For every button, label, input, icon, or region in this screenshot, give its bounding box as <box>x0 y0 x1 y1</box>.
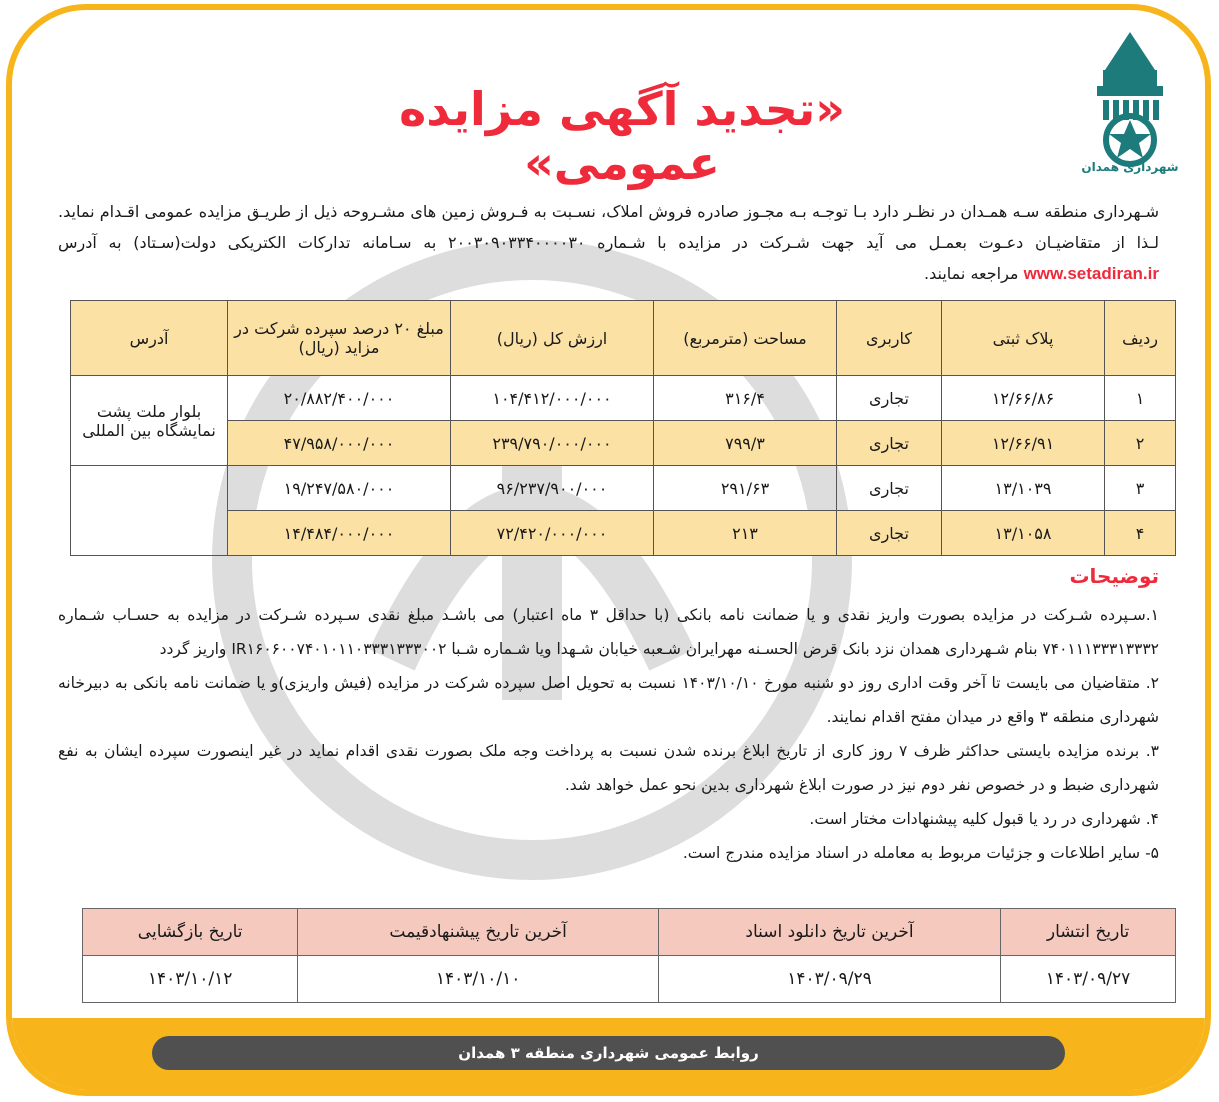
cell-plate: ۱۳/۱۰۵۸ <box>942 511 1105 556</box>
cell-row-number: ۱ <box>1105 376 1176 421</box>
note-item: ۲. متقاضیان می بایست تا آخر وقت اداری روز دو شنبه مورخ ۱۴۰۳/۱۰/۱۰ نسبت به تحویل اصل سپرده شرکت در مزایده (فیش واریزی)و یا ضمانت نامه بانکی به دبیرخانه شهرداری منطقه ۳ واقع در میدان مفتح اقدام نمایند. <box>58 674 1159 726</box>
cell-address-empty <box>71 466 228 556</box>
cell-address: بلوار ملت پشت نمایشگاه بین المللی <box>71 376 228 466</box>
cell-plate: ۱۳/۱۰۳۹ <box>942 466 1105 511</box>
footer-label: روابط عمومی شهرداری منطقه ۳ همدان <box>152 1036 1065 1070</box>
cell-total-value: ۱۰۴/۴۱۲/۰۰۰/۰۰۰ <box>451 376 654 421</box>
cell-row-number: ۲ <box>1105 421 1176 466</box>
col-header-publish-date: تاریخ انتشار <box>1001 909 1176 956</box>
col-header-area: مساحت (مترمربع) <box>654 301 837 376</box>
notes-list <box>58 598 1159 870</box>
table-row <box>71 421 1176 466</box>
col-header-opening-date: تاریخ بازگشایی <box>83 909 298 956</box>
cell-opening-date: ۱۴۰۳/۱۰/۱۲ <box>83 956 298 1003</box>
dates-header-row <box>83 909 1176 956</box>
col-header-address: آدرس <box>71 301 228 376</box>
cell-deposit: ۲۰/۸۸۲/۴۰۰/۰۰۰ <box>228 376 451 421</box>
note-item: ۵- سایر اطلاعات و جزئیات مربوط به معامله در اسناد مزایده مندرج است. <box>682 844 1159 862</box>
cell-plate: ۱۲/۶۶/۸۶ <box>942 376 1105 421</box>
cell-total-value: ۹۶/۲۳۷/۹۰۰/۰۰۰ <box>451 466 654 511</box>
cell-plate: ۱۲/۶۶/۹۱ <box>942 421 1105 466</box>
website-link[interactable]: www.setadiran.ir <box>1023 264 1159 283</box>
note-item: ۴. شهرداری در رد یا قبول کلیه پیشنهادات مختار است. <box>809 810 1159 828</box>
note-item: ۱.سـپرده شـرکت در مزایده بصورت واریز نقدی و یا ضمانت نامه بانکی (با حداقل ۳ ماه اعتبار) می باشـد مبلغ نقدی سـپرده شـرکت در مزایده به حسـاب شـماره ۷۴۰۱۱۱۳۳۳۱۳۳۳۲ بنام شـهرداری همدان نزد بانک قرض الحسـنه مهرایران شـعبه خیابان شـهدا ویا شـماره شـبا IR۱۶۰۶۰۰۷۴۰۱۰۱۱۰۳۳۳۱۳۳۳۰۰۲ واریز گردد <box>58 606 1159 658</box>
cell-usage: تجاری <box>837 376 942 421</box>
page-title: «تجدید آگهی مزایده عمومی» <box>399 82 845 190</box>
intro-paragraph <box>58 196 1159 289</box>
dates-row <box>83 956 1176 1003</box>
col-header-usage: کاربری <box>837 301 942 376</box>
cell-usage: تجاری <box>837 421 942 466</box>
dates-table <box>82 908 1176 1003</box>
col-header-plate: پلاک ثبتی <box>942 301 1105 376</box>
footer-bar <box>12 1018 1205 1090</box>
cell-area: ۲۱۳ <box>654 511 837 556</box>
cell-row-number: ۴ <box>1105 511 1176 556</box>
logo-caption: شهرداری همدان <box>1081 160 1179 174</box>
cell-deposit: ۴۷/۹۵۸/۰۰۰/۰۰۰ <box>228 421 451 466</box>
note-item: ۳. برنده مزایده بایستی حداکثر ظرف ۷ روز کاری از تاریخ ابلاغ برنده شدن نسبت به پرداخت وجه ملک بصورت نقدی اقدام نماید در غیر اینصورت سپرده ایشان به نفع شهرداری ضبط و در خصوص نفر دوم نیز در صورت ابلاغ شهرداری بدین نحو عمل خواهد شد. <box>58 742 1159 794</box>
notes-title: توضیحات <box>1069 564 1159 588</box>
cell-row-number: ۳ <box>1105 466 1176 511</box>
table-row <box>71 511 1176 556</box>
cell-usage: تجاری <box>837 511 942 556</box>
table-row <box>71 376 1176 421</box>
cell-deposit: ۱۹/۲۴۷/۵۸۰/۰۰۰ <box>228 466 451 511</box>
col-header-row-number: ردیف <box>1105 301 1176 376</box>
hamedan-municipality-logo-icon <box>1075 30 1185 180</box>
intro-text-end: مراجعه نمایند. <box>924 264 1019 283</box>
col-header-download-deadline: آخرین تاریخ دانلود اسناد <box>658 909 1000 956</box>
intro-text: شـهرداری منطقه سـه همـدان در نظـر دارد بـا توجـه بـه مجـوز صادره فروش املاک، نسـبت به فـروش زمین های مشـروحه ذیل از طریـق مزایده عمومی اقـدام نماید. لـذا از متقاضیـان دعـوت بعمـل می آید جهت شـرکت در مزایده با شـماره ۲۰۰۳۰۹۰۳۳۴۰۰۰۰۳۰ به سـامانه تدارکات الکتریکی دولت(سـتاد) به آدرس <box>58 202 1160 252</box>
cell-area: ۲۹۱/۶۳ <box>654 466 837 511</box>
cell-deposit: ۱۴/۴۸۴/۰۰۰/۰۰۰ <box>228 511 451 556</box>
cell-total-value: ۲۳۹/۷۹۰/۰۰۰/۰۰۰ <box>451 421 654 466</box>
table-header-row <box>71 301 1176 376</box>
cell-area: ۳۱۶/۴ <box>654 376 837 421</box>
cell-usage: تجاری <box>837 466 942 511</box>
cell-total-value: ۷۲/۴۲۰/۰۰۰/۰۰۰ <box>451 511 654 556</box>
ad-frame <box>6 4 1211 1096</box>
col-header-total-value: ارزش کل (ریال) <box>451 301 654 376</box>
cell-bid-deadline: ۱۴۰۳/۱۰/۱۰ <box>298 956 659 1003</box>
cell-publish-date: ۱۴۰۳/۰۹/۲۷ <box>1001 956 1176 1003</box>
table-row <box>71 466 1176 511</box>
col-header-bid-deadline: آخرین تاریخ پیشنهادقیمت <box>298 909 659 956</box>
col-header-deposit: مبلغ ۲۰ درصد سپرده شرکت در مزاید (ریال) <box>228 301 451 376</box>
cell-area: ۷۹۹/۳ <box>654 421 837 466</box>
cell-download-deadline: ۱۴۰۳/۰۹/۲۹ <box>658 956 1000 1003</box>
properties-table <box>70 300 1176 556</box>
